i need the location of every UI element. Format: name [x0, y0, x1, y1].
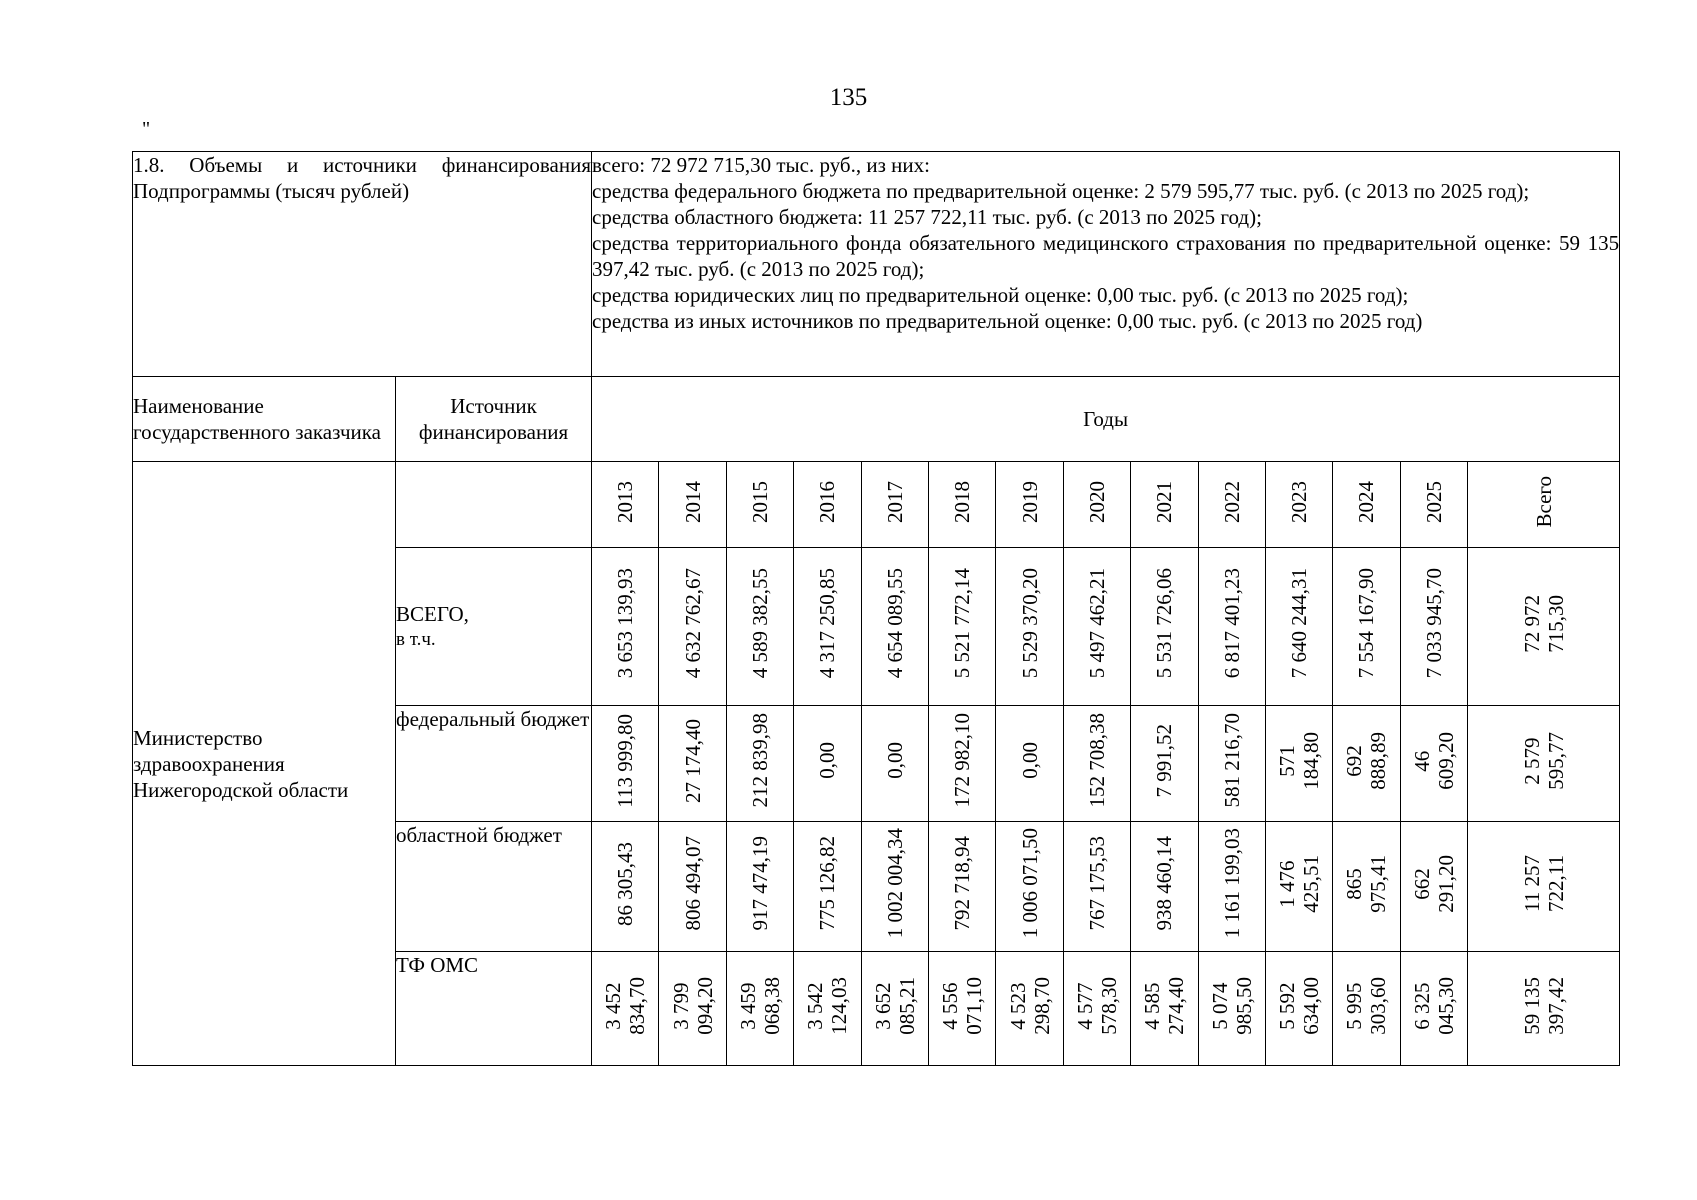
source-total — [396, 548, 592, 706]
value-cell-tfoms — [861, 952, 928, 1066]
year-header-cell — [1400, 462, 1467, 548]
value-cell-total — [1198, 548, 1265, 706]
quote-mark: " — [142, 118, 151, 140]
value-line: 571 — [1275, 744, 1300, 777]
value-line: 5 995 — [1342, 981, 1367, 1030]
value-cell-federal — [928, 706, 995, 822]
value-cell-federal — [1265, 706, 1332, 822]
page-number: 135 — [829, 84, 868, 111]
value-text — [1342, 732, 1390, 790]
value-cell-regional — [1400, 822, 1467, 952]
year-header-cell — [1468, 462, 1620, 548]
value-line: 917 474,19 — [747, 836, 772, 931]
year-header-cell — [928, 462, 995, 548]
value-text — [1018, 828, 1042, 938]
value-line: 72 972 — [1519, 594, 1544, 653]
value-cell-tfoms — [659, 952, 726, 1066]
year-header-cell — [1333, 462, 1400, 548]
value-text — [601, 977, 649, 1035]
value-cell-regional — [1333, 822, 1400, 952]
value-cell-total — [1333, 548, 1400, 706]
value-cell-total — [794, 548, 861, 706]
value-line: 938 460,14 — [1152, 836, 1177, 931]
value-text — [1220, 713, 1244, 808]
value-cell-regional — [726, 822, 793, 952]
value-cell-total — [726, 548, 793, 706]
value-cell-regional — [659, 822, 726, 952]
value-line: 11 257 — [1519, 855, 1544, 912]
source-total-sublabel: в т.ч. — [396, 628, 436, 650]
value-text — [1275, 855, 1323, 913]
value-line: 7 554 167,90 — [1354, 568, 1379, 679]
value-text — [950, 568, 974, 678]
value-line: 692 — [1342, 744, 1367, 777]
value-cell-federal — [1131, 706, 1198, 822]
value-text — [1140, 977, 1188, 1035]
value-cell-total — [996, 548, 1063, 706]
value-text — [1085, 713, 1109, 808]
value-text — [1410, 732, 1458, 790]
value-line: 865 — [1342, 867, 1367, 900]
value-cell-regional — [928, 822, 995, 952]
value-line: 1 002 004,34 — [882, 828, 907, 939]
value-text — [681, 836, 705, 931]
value-text — [1208, 977, 1256, 1035]
value-line: 0,00 — [1017, 742, 1042, 779]
value-text — [681, 719, 705, 803]
value-line: 7 033 945,70 — [1421, 568, 1446, 679]
year-label: 2017 — [882, 480, 907, 523]
year-label: 2013 — [613, 480, 638, 523]
value-text — [883, 742, 907, 779]
year-header-cell — [1265, 462, 1332, 548]
year-source-empty — [396, 462, 592, 548]
source-total-label: ВСЕГО, — [396, 601, 469, 626]
year-header-cell — [861, 462, 928, 548]
value-line: 4 523 — [1005, 981, 1030, 1030]
value-cell-tfoms — [794, 952, 861, 1066]
year-label: 2023 — [1287, 480, 1312, 523]
value-cell-regional — [1198, 822, 1265, 952]
value-line: 5 529 370,20 — [1017, 568, 1042, 679]
value-cell-regional — [1468, 822, 1620, 952]
value-text — [938, 977, 986, 1035]
value-line: 609,20 — [1433, 731, 1458, 790]
value-line: 212 839,98 — [747, 713, 772, 808]
value-cell-tfoms — [1400, 952, 1467, 1066]
value-line: 888,89 — [1366, 731, 1391, 790]
value-line: 46 — [1409, 750, 1434, 771]
year-label: 2019 — [1017, 480, 1042, 523]
value-text — [1152, 568, 1176, 678]
customer-name: Министерство здравоохранения Нижегородской области — [133, 462, 396, 1066]
value-text — [1410, 977, 1458, 1035]
value-cell-tfoms — [1063, 952, 1130, 1066]
year-header-cell — [726, 462, 793, 548]
year-header-cell — [1063, 462, 1130, 548]
year-label: 2020 — [1084, 480, 1109, 523]
value-text — [1275, 977, 1323, 1035]
value-text — [681, 568, 705, 678]
value-text — [815, 568, 839, 678]
value-line: 274,40 — [1164, 976, 1189, 1035]
value-line: 045,30 — [1433, 976, 1458, 1035]
value-text — [1422, 568, 1446, 678]
value-text — [1085, 836, 1109, 931]
value-text — [736, 977, 784, 1035]
value-text — [613, 842, 637, 926]
value-line: 085,21 — [894, 976, 919, 1035]
value-text — [1354, 568, 1378, 678]
value-text — [613, 568, 637, 678]
year-header-cell — [659, 462, 726, 548]
value-cell-tfoms — [1333, 952, 1400, 1066]
value-line: 4 317 250,85 — [815, 568, 840, 679]
year-label: 2018 — [950, 480, 975, 523]
value-cell-tfoms — [928, 952, 995, 1066]
value-line: 4 654 089,55 — [882, 568, 907, 679]
value-cell-federal — [996, 706, 1063, 822]
value-cell-federal — [659, 706, 726, 822]
summary-regional: средства областного бюджета: 11 257 722,11 тыс. руб. (с 2013 по 2025 год); — [592, 205, 1262, 229]
section-label: 1.8. Объемы и источники финансирования Подпрограммы (тысяч рублей) — [133, 152, 592, 377]
value-cell-federal — [1333, 706, 1400, 822]
funding-table — [132, 151, 1620, 1066]
value-cell-tfoms — [592, 952, 659, 1066]
value-line: 4 585 — [1140, 981, 1165, 1030]
value-line: 5 074 — [1207, 981, 1232, 1030]
value-cell-regional — [1265, 822, 1332, 952]
value-text — [1342, 977, 1390, 1035]
value-line: 124,03 — [827, 976, 852, 1035]
value-line: 0,00 — [815, 742, 840, 779]
value-cell-tfoms — [1131, 952, 1198, 1066]
value-line: 767 175,53 — [1084, 836, 1109, 931]
value-line: 6 817 401,23 — [1219, 568, 1244, 679]
value-text — [1220, 828, 1244, 938]
value-line: 5 531 726,06 — [1152, 568, 1177, 679]
value-text — [613, 714, 637, 808]
section-summary — [592, 152, 1620, 377]
value-line: 581 216,70 — [1219, 713, 1244, 808]
value-line: 3 799 — [668, 981, 693, 1030]
year-row — [133, 462, 1620, 548]
value-text — [883, 568, 907, 678]
value-line: 1 161 199,03 — [1219, 828, 1244, 939]
value-text — [1287, 568, 1311, 678]
year-header-cell — [592, 462, 659, 548]
value-line: 792 718,94 — [950, 836, 975, 931]
year-header-cell — [1198, 462, 1265, 548]
value-text — [748, 713, 772, 808]
value-cell-tfoms — [996, 952, 1063, 1066]
value-line: 172 982,10 — [950, 713, 975, 808]
value-cell-federal — [861, 706, 928, 822]
value-line: 5 521 772,14 — [950, 568, 975, 679]
value-text — [815, 836, 839, 931]
value-line: 3 459 — [735, 981, 760, 1030]
value-line: 59 135 — [1519, 976, 1544, 1035]
value-line: 4 632 762,67 — [680, 568, 705, 679]
value-cell-total — [592, 548, 659, 706]
value-text — [1520, 595, 1568, 653]
value-cell-federal — [1468, 706, 1620, 822]
value-text — [1018, 568, 1042, 678]
value-text — [748, 836, 772, 931]
value-text — [1520, 855, 1568, 912]
value-text — [871, 977, 919, 1035]
year-label: 2015 — [747, 480, 772, 523]
value-text — [748, 568, 772, 678]
value-cell-total — [1468, 548, 1620, 706]
value-cell-tfoms — [1468, 952, 1620, 1066]
header-customer: Наименование государственного заказчика — [133, 377, 396, 462]
source-regional: областной бюджет — [396, 822, 592, 952]
value-cell-federal — [794, 706, 861, 822]
value-line: 3 653 139,93 — [613, 568, 638, 679]
value-cell-federal — [1400, 706, 1467, 822]
value-line: 5 497 462,21 — [1084, 568, 1109, 679]
value-text — [1410, 855, 1458, 913]
value-line: 152 708,38 — [1084, 713, 1109, 808]
value-text — [1152, 836, 1176, 931]
value-text — [803, 977, 851, 1035]
value-line: 4 577 — [1072, 981, 1097, 1030]
header-source: Источник финансирования — [396, 377, 592, 462]
value-line: 6 325 — [1409, 981, 1434, 1030]
value-line: 2 579 — [1519, 736, 1544, 785]
summary-total: всего: 72 972 715,30 тыс. руб., из них: — [592, 153, 930, 177]
value-line: 397,42 — [1543, 976, 1568, 1035]
value-line: 595,77 — [1543, 731, 1568, 790]
value-line: 722,11 — [1543, 855, 1568, 912]
value-line: 775 126,82 — [815, 836, 840, 931]
value-line: 27 174,40 — [680, 718, 705, 803]
value-text — [950, 713, 974, 808]
value-text — [815, 742, 839, 779]
year-label: 2024 — [1354, 480, 1379, 523]
value-cell-federal — [1063, 706, 1130, 822]
value-text — [1085, 568, 1109, 678]
value-cell-regional — [1131, 822, 1198, 952]
value-line: 662 — [1409, 867, 1434, 900]
value-text — [1220, 568, 1244, 678]
year-header-cell — [996, 462, 1063, 548]
value-cell-tfoms — [726, 952, 793, 1066]
value-line: 86 305,43 — [613, 841, 638, 926]
value-line: 425,51 — [1299, 854, 1324, 913]
summary-other: средства из иных источников по предварительной оценке: 0,00 тыс. руб. (с 2013 по 2025 год) — [592, 309, 1423, 333]
value-line: 094,20 — [692, 976, 717, 1035]
value-cell-regional — [996, 822, 1063, 952]
value-cell-regional — [1063, 822, 1130, 952]
value-cell-total — [1265, 548, 1332, 706]
value-line: 113 999,80 — [613, 713, 638, 808]
value-text — [883, 828, 907, 938]
value-text — [1006, 977, 1054, 1035]
value-line: 7 640 244,31 — [1287, 568, 1312, 679]
value-cell-tfoms — [1198, 952, 1265, 1066]
value-text — [669, 977, 717, 1035]
year-label: 2016 — [815, 480, 840, 523]
value-line: 4 556 — [938, 981, 963, 1030]
value-line: 068,38 — [759, 976, 784, 1035]
value-line: 3 652 — [870, 981, 895, 1030]
value-text — [1018, 742, 1042, 779]
value-line: 5 592 — [1275, 981, 1300, 1030]
year-label: 2022 — [1219, 480, 1244, 523]
summary-federal: средства федерального бюджета по предварительной оценке: 2 579 595,77 тыс. руб. (с 2013 по 2025 год); — [592, 179, 1530, 203]
value-line: 715,30 — [1543, 594, 1568, 653]
value-line: 3 542 — [803, 981, 828, 1030]
summary-row — [133, 152, 1620, 377]
value-line: 806 494,07 — [680, 836, 705, 931]
year-header-cell — [794, 462, 861, 548]
value-text — [1342, 855, 1390, 913]
value-cell-total — [928, 548, 995, 706]
value-line: 1 476 — [1275, 859, 1300, 908]
value-cell-total — [1131, 548, 1198, 706]
value-cell-regional — [861, 822, 928, 952]
value-line: 3 452 — [601, 981, 626, 1030]
value-cell-regional — [592, 822, 659, 952]
value-line: 1 006 071,50 — [1017, 828, 1042, 939]
year-header-cell — [1131, 462, 1198, 548]
value-line: 4 589 382,55 — [747, 568, 772, 679]
value-line: 985,50 — [1231, 976, 1256, 1035]
value-text — [1152, 724, 1176, 798]
source-tfoms: ТФ ОМС — [396, 952, 592, 1066]
year-label: Всего — [1531, 475, 1556, 528]
header-row — [133, 377, 1620, 462]
value-cell-federal — [1198, 706, 1265, 822]
value-line: 184,80 — [1299, 731, 1324, 790]
value-line: 834,70 — [625, 976, 650, 1035]
value-cell-federal — [592, 706, 659, 822]
value-line: 7 991,52 — [1152, 723, 1177, 798]
value-cell-regional — [794, 822, 861, 952]
value-line: 071,10 — [962, 976, 987, 1035]
source-federal: федеральный бюджет — [396, 706, 592, 822]
value-cell-tfoms — [1265, 952, 1332, 1066]
value-line: 975,41 — [1366, 854, 1391, 913]
value-text — [1520, 732, 1568, 790]
value-line: 291,20 — [1433, 854, 1458, 913]
year-label: 2021 — [1152, 480, 1177, 523]
value-cell-total — [1063, 548, 1130, 706]
value-cell-total — [659, 548, 726, 706]
year-label: 2014 — [680, 480, 705, 523]
value-line: 298,70 — [1029, 976, 1054, 1035]
value-text — [1520, 977, 1568, 1035]
summary-legal: средства юридических лиц по предварительной оценке: 0,00 тыс. руб. (с 2013 по 2025 год); — [592, 283, 1409, 307]
value-cell-total — [861, 548, 928, 706]
value-line: 0,00 — [882, 742, 907, 779]
value-text — [950, 836, 974, 931]
value-line: 634,00 — [1299, 976, 1324, 1035]
value-cell-federal — [726, 706, 793, 822]
year-label: 2025 — [1421, 480, 1446, 523]
value-text — [1275, 732, 1323, 790]
value-cell-total — [1400, 548, 1467, 706]
value-text — [1073, 977, 1121, 1035]
header-years: Годы — [592, 377, 1620, 462]
summary-tfoms: средства территориального фонда обязательного медицинского страхования по предварительной оценке: 59 135 397,42 тыс. руб. (с 2013 по 2025 год); — [592, 231, 1620, 281]
value-line: 303,60 — [1366, 976, 1391, 1035]
value-line: 578,30 — [1096, 976, 1121, 1035]
